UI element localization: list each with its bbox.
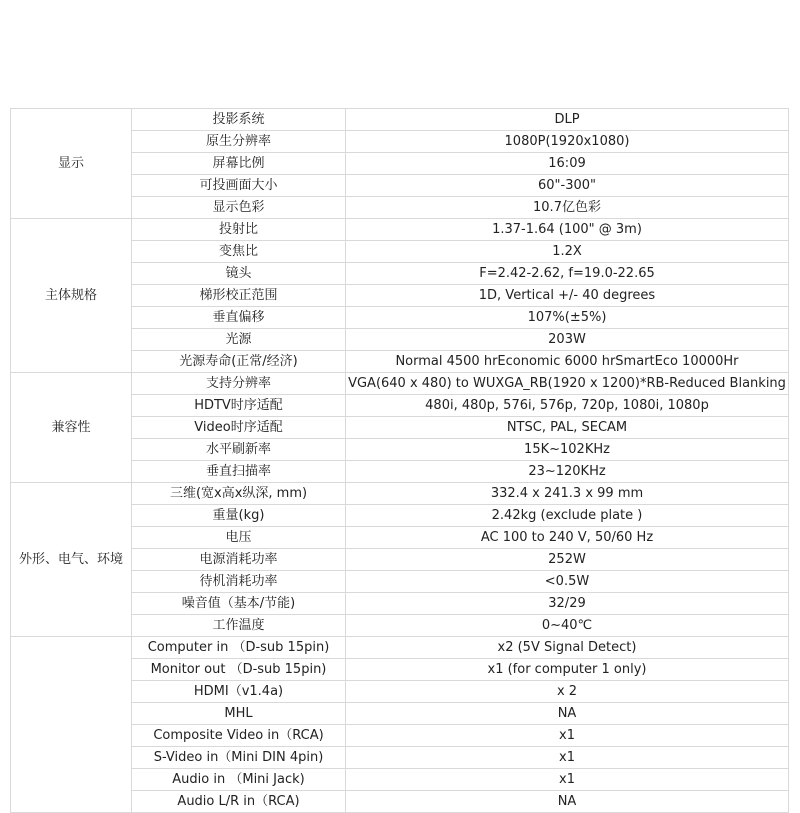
spec-label: 垂直偏移: [132, 307, 346, 329]
spec-label: 光源寿命(正常/经济): [132, 351, 346, 373]
spec-label: 电源消耗功率: [132, 549, 346, 571]
spec-label: HDMI（v1.4a): [132, 681, 346, 703]
spec-label: 垂直扫描率: [132, 461, 346, 483]
spec-value: NA: [346, 703, 789, 725]
spec-label: 工作温度: [132, 615, 346, 637]
spec-label: HDTV时序适配: [132, 395, 346, 417]
spec-group-name: 显示: [11, 109, 132, 219]
spec-value: 1D, Vertical +/- 40 degrees: [346, 285, 789, 307]
spec-label: Video时序适配: [132, 417, 346, 439]
spec-value: x2 (5V Signal Detect): [346, 637, 789, 659]
spec-value: AC 100 to 240 V, 50/60 Hz: [346, 527, 789, 549]
spec-label: MHL: [132, 703, 346, 725]
spec-label: 镜头: [132, 263, 346, 285]
spec-value: 332.4 x 241.3 x 99 mm: [346, 483, 789, 505]
spec-table-body: [11, 109, 789, 813]
spec-label: 待机消耗功率: [132, 571, 346, 593]
spec-value: x1: [346, 725, 789, 747]
spec-value: 1.37-1.64 (100" @ 3m): [346, 219, 789, 241]
spec-row: [11, 637, 789, 659]
spec-group-name: 主体规格: [11, 219, 132, 373]
spec-label: 显示色彩: [132, 197, 346, 219]
spec-label: 重量(kg): [132, 505, 346, 527]
spec-label: S-Video in（Mini DIN 4pin): [132, 747, 346, 769]
spec-value: 252W: [346, 549, 789, 571]
spec-label: 光源: [132, 329, 346, 351]
spec-row: [11, 373, 789, 395]
spec-value: x 2: [346, 681, 789, 703]
spec-table: [10, 108, 789, 813]
spec-value: 60"-300": [346, 175, 789, 197]
spec-value: F=2.42-2.62, f=19.0-22.65: [346, 263, 789, 285]
spec-value: NA: [346, 791, 789, 813]
spec-value: NTSC, PAL, SECAM: [346, 417, 789, 439]
spec-label: 支持分辨率: [132, 373, 346, 395]
spec-value: DLP: [346, 109, 789, 131]
spec-label: 水平刷新率: [132, 439, 346, 461]
spec-label: 投影系统: [132, 109, 346, 131]
spec-value: 107%(±5%): [346, 307, 789, 329]
spec-label: 屏幕比例: [132, 153, 346, 175]
spec-value: 23~120KHz: [346, 461, 789, 483]
spec-label: 原生分辨率: [132, 131, 346, 153]
spec-label: 梯形校正范围: [132, 285, 346, 307]
spec-label: 可投画面大小: [132, 175, 346, 197]
spec-value: Normal 4500 hrEconomic 6000 hrSmartEco 10000Hr: [346, 351, 789, 373]
spec-group-name: 兼容性: [11, 373, 132, 483]
spec-row: [11, 219, 789, 241]
spec-value: 480i, 480p, 576i, 576p, 720p, 1080i, 1080p: [346, 395, 789, 417]
spec-value: 1.2X: [346, 241, 789, 263]
spec-row: [11, 109, 789, 131]
spec-label: 噪音值（基本/节能): [132, 593, 346, 615]
spec-value: 0~40℃: [346, 615, 789, 637]
spec-value: VGA(640 x 480) to WUXGA_RB(1920 x 1200)*RB-Reduced Blanking: [346, 373, 789, 395]
spec-value: 1080P(1920x1080): [346, 131, 789, 153]
spec-row: [11, 483, 789, 505]
spec-value: 2.42kg (exclude plate ): [346, 505, 789, 527]
spec-value: 16:09: [346, 153, 789, 175]
spec-value: 203W: [346, 329, 789, 351]
spec-label: Audio in （Mini Jack): [132, 769, 346, 791]
spec-value: x1: [346, 769, 789, 791]
spec-group-name: 外形、电气、环境: [11, 483, 132, 637]
spec-label: 变焦比: [132, 241, 346, 263]
spec-value: x1 (for computer 1 only): [346, 659, 789, 681]
spec-label: 电压: [132, 527, 346, 549]
spec-label: Composite Video in（RCA): [132, 725, 346, 747]
spec-label: 投射比: [132, 219, 346, 241]
spec-group-name: [11, 637, 132, 813]
spec-label: Computer in （D-sub 15pin): [132, 637, 346, 659]
spec-value: 10.7亿色彩: [346, 197, 789, 219]
spec-label: Monitor out （D-sub 15pin): [132, 659, 346, 681]
spec-value: 15K~102KHz: [346, 439, 789, 461]
spec-label: Audio L/R in（RCA): [132, 791, 346, 813]
spec-value: 32/29: [346, 593, 789, 615]
spec-label: 三维(宽x高x纵深, mm): [132, 483, 346, 505]
spec-value: <0.5W: [346, 571, 789, 593]
spec-value: x1: [346, 747, 789, 769]
